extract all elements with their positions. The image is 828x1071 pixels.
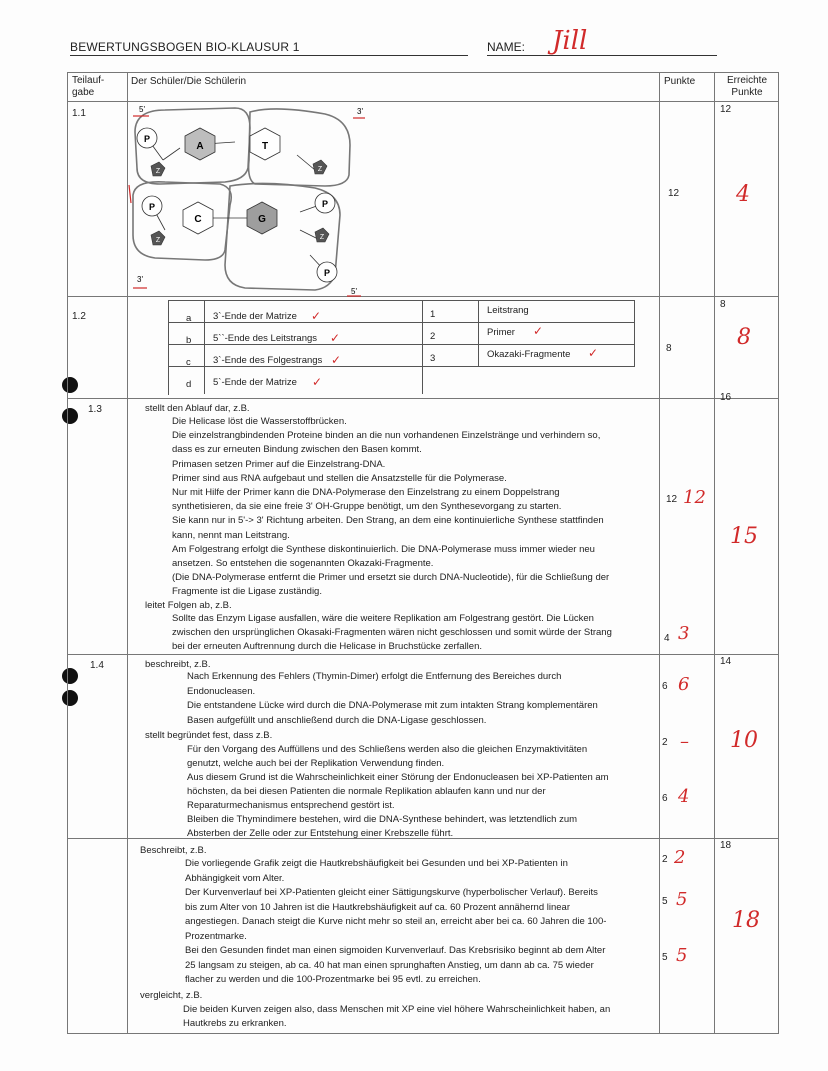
sugar-label: Z	[317, 166, 323, 173]
section-intro: Beschreibt, z.B.	[140, 845, 207, 856]
bullet-line: • Am Folgestrang erfolgt die Synthese diskontinuierlich. Die DNA-Polymerase muss immer wieder neu	[172, 544, 652, 557]
base-label-t: T	[261, 141, 269, 152]
header-content: Der Schüler/Die Schülerin	[131, 76, 247, 87]
end-label-5-top: 5'	[139, 105, 145, 114]
row-text: 3`-Ende der Matrize	[213, 311, 297, 322]
check-mark: ✓	[311, 309, 322, 323]
bullet-line: flacher zu werden und die 100-Prozentmarke bei 95 evtl. zu erreichen.	[185, 974, 481, 985]
achieved-mark: 15	[730, 524, 758, 549]
row-text: 3`-Ende des Folgestrangs	[213, 355, 323, 366]
achieved-mark: 2	[674, 847, 686, 868]
bullet-line: • Die beiden Kurven zeigen also, dass Menschen mit XP eine viel höhere Wahrscheinlichkeit haben, an	[183, 1004, 653, 1017]
check-mark: ✓	[312, 375, 323, 389]
end-label-3-top: 3'	[357, 107, 363, 116]
points-value: 4	[664, 633, 670, 644]
bullet-line: • Bei den Gesunden findet man einen sigmoiden Kurvenverlauf. Das Krebsrisiko beginnt ab dem Alter	[185, 945, 651, 958]
phosphate-label: P	[323, 268, 331, 278]
achieved-mark: 3	[678, 623, 690, 644]
name-underline	[487, 55, 717, 56]
row-text: 5`-Ende der Matrize	[213, 377, 297, 388]
points-value: 5	[662, 952, 668, 963]
sugar-groups	[148, 160, 329, 245]
achieved-mark: 18	[732, 908, 760, 933]
bullet-line: dass es zur erneuten Bindung zwischen den Basen kommt.	[172, 444, 422, 456]
end-label-5-bottom: 5'	[351, 287, 357, 296]
achieved-mark: 5	[676, 889, 688, 910]
row-text: Leitstrang	[487, 305, 529, 316]
row-divider	[67, 398, 778, 399]
bullet-line: kann, nennt man Leitstrang.	[172, 529, 290, 541]
bullet-line: höchsten, da bei diesen Patienten die normale Replikation ablaufen kann und nur der	[187, 786, 546, 797]
achieved-mark: 8	[737, 325, 751, 350]
achieved-mark: 5	[676, 945, 688, 966]
check-mark: ✓	[331, 353, 342, 367]
bullet-line: Endonucleasen.	[187, 685, 256, 697]
column-divider	[659, 72, 660, 1033]
achieved-mark: 10	[730, 728, 758, 753]
achieved-mark: 4	[736, 182, 750, 207]
max-points: 8	[720, 299, 726, 310]
achieved-mark: 6	[678, 674, 690, 695]
check-mark: ✓	[533, 324, 544, 338]
student-name-handwritten: Jill	[552, 26, 588, 56]
points-value: 6	[662, 681, 668, 692]
section-intro: leitet Folgen ab, z.B.	[145, 600, 232, 611]
bullet-line: synthetisieren, da sie eine freie 3' OH-Gruppe benötigt, um den Synthesevorgang zu starten.	[172, 501, 562, 513]
task-id: 1.3	[88, 404, 102, 415]
bullet-line: • Sollte das Enzym Ligase ausfallen, wäre die weitere Replikation am Folgestrang gestört. Die Lücken	[172, 613, 652, 626]
points-value: 12	[666, 494, 678, 505]
sugar-label: Z	[319, 234, 325, 241]
row-key: 2	[430, 331, 436, 342]
bullet-line: • Die Helicase löst die Wasserstoffbrücken.	[172, 416, 652, 429]
phosphate-label: P	[321, 199, 329, 209]
check-mark: ✓	[330, 331, 341, 345]
bullet-line: Absterben der Zelle oder zur Entstehung einer Krebszelle führt.	[187, 828, 454, 839]
bullet-line: • Die entstandene Lücke wird durch die DNA-Polymerase mit zum intakten Strang komplementären	[187, 700, 649, 713]
dna-structure-diagram	[125, 100, 365, 298]
bullet-line: • Nach Erkennung des Fehlers (Thymin-Dimer) erfolgt die Entfernung des Bereiches durch	[187, 671, 649, 684]
bullet-line: • Sie kann nur in 5'-> 3' Richtung arbeiten. Den Strang, an dem eine kontinuierliche Synthese stattfinden	[172, 515, 652, 528]
title-underline	[70, 55, 468, 56]
column-divider	[714, 72, 715, 1033]
points-value: 2	[662, 737, 668, 748]
task-id: 1.2	[72, 311, 86, 322]
row-text: Primer	[487, 327, 515, 338]
header-achieved: Erreichte Punkte	[726, 75, 767, 98]
sugar-label: Z	[155, 237, 161, 244]
max-points: 16	[720, 392, 732, 403]
section-intro: beschreibt, z.B.	[145, 659, 211, 670]
section-intro: stellt den Ablauf dar, z.B.	[145, 403, 250, 414]
bullet-line: • Der Kurvenverlauf bei XP-Patienten gleicht einer Sättigungskurve (hyperbolischer Verlauf). Bereits	[185, 887, 651, 900]
bullet-line: Abhängigkeit vom Alter.	[185, 872, 285, 884]
check-mark: ✓	[588, 346, 599, 360]
row-key: 3	[430, 353, 436, 364]
bullet-line: Reparaturmechanismus entsprechend gestört ist.	[187, 800, 395, 811]
bullet-line: • Nur mit Hilfe der Primer kann die DNA-Polymerase den Einzelstrang zu einem Doppelstrang	[172, 487, 652, 500]
bullet-line: bei der erneuten Auftrennung durch die Helicase in Bruchstücke zerfallen.	[172, 640, 482, 652]
row-key: a	[186, 313, 192, 324]
section-intro: stellt begründet fest, dass z.B.	[145, 730, 273, 741]
row-text: 5``-Ende des Leitstrangs	[213, 333, 318, 344]
achieved-mark: –	[680, 731, 689, 752]
bullet-line: Basen aufgefüllt und anschließend durch die DNA-Ligase geschlossen.	[187, 714, 487, 726]
task-id: 1.1	[72, 108, 86, 119]
max-points: 14	[720, 656, 732, 667]
name-label: NAME:	[487, 40, 526, 54]
bullet-line: Hautkrebs zu erkranken.	[183, 1018, 287, 1029]
bullet-line: zwischen den ursprünglichen Okasaki-Fragmenten wären nicht geschlossen und somit würde der Strang	[172, 626, 612, 638]
task-id: 1.4	[90, 660, 104, 671]
points-value: 12	[668, 188, 680, 199]
achieved-mark: 4	[678, 786, 690, 807]
bullet-line: • Bleiben die Thymindimere bestehen, wird die DNA-Synthese behindert, was letztendlich zum	[187, 814, 649, 827]
phosphate-label: P	[143, 134, 151, 144]
row-divider	[67, 654, 778, 655]
bullet-line: • Die einzelstrangbindenden Proteine binden an die nun vorhandenen Einzelstränge und verhindern so,	[172, 430, 652, 443]
bullet-line: ansetzen. So entstehen die sogenannten Okazaki-Fragmente.	[172, 558, 434, 569]
points-value: 6	[662, 793, 668, 804]
max-points: 12	[720, 104, 732, 115]
row-key: b	[186, 335, 192, 346]
bullet-line: • Primer sind aus RNA aufgebaut und stellen die Ansatzstelle für die Polymerase.	[172, 473, 652, 486]
base-label-a: A	[196, 141, 204, 152]
bullet-line: • (Die DNA-Polymerase entfernt die Primer und ersetzt sie durch DNA-Nucleotide), für die Schließung der	[172, 572, 652, 585]
row-key: d	[186, 379, 192, 390]
bullet-line: • Aus diesem Grund ist die Wahrscheinlichkeit einer Störung der Endonucleasen bei XP-Patienten am	[187, 772, 649, 785]
bullet-line: • Für den Vorgang des Auffüllens und des Schließens werden also die gleichen Enzymaktivitäten	[187, 744, 649, 757]
row-text: Okazaki-Fragmente	[487, 349, 571, 360]
phosphate-label: P	[148, 202, 156, 212]
base-label-g: G	[258, 214, 266, 225]
points-value: 5	[662, 896, 668, 907]
sugar-label: Z	[155, 168, 161, 175]
sheet-title: BEWERTUNGSBOGEN BIO-KLAUSUR 1	[70, 40, 300, 54]
section-intro: vergleicht, z.B.	[140, 990, 203, 1001]
bullet-line: Prozentmarke.	[185, 930, 247, 942]
header-points: Punkte	[664, 76, 696, 87]
end-label-3-bottom: 3'	[137, 275, 143, 284]
row-key: c	[186, 357, 191, 368]
bullet-line: genutzt, welche auch bei der Replikation Verwendung finden.	[187, 758, 445, 769]
row-key: 1	[430, 309, 436, 320]
bullet-line: angestiegen. Danach steigt die Kurve nicht mehr so steil an, erreicht aber bei ca. 60 Jahren die 100-	[185, 916, 607, 927]
points-value: 2	[662, 854, 668, 865]
header-task: Teilauf-gabe	[72, 75, 105, 98]
bullet-line: bis zum Alter von 10 Jahren ist die Hautkrebshäufigkeit auf ca. 60 Prozent annähernd linear	[185, 901, 570, 913]
achieved-mark: 12	[683, 487, 706, 508]
bullet-line: Fragmente ist die Ligase zuständig.	[172, 586, 322, 598]
points-value: 8	[666, 343, 672, 354]
bullet-line: 25 langsam zu steigen, ab ca. 40 hat man einen sprunghaften Anstieg, um dann ab ca. 75 wieder	[185, 959, 594, 971]
nucleotide-outline	[133, 182, 231, 260]
max-points: 18	[720, 840, 732, 851]
base-label-c: C	[194, 214, 202, 225]
bullet-line: • Primasen setzen Primer auf die Einzelstrang-DNA.	[172, 459, 652, 472]
bullet-line: • Die vorliegende Grafik zeigt die Hautkrebshäufigkeit bei Gesunden und bei XP-Patienten in	[185, 858, 651, 871]
